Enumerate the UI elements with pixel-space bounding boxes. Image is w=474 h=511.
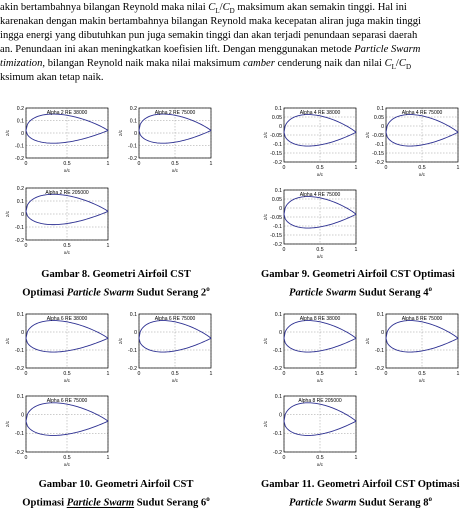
x-tick-label: 1 <box>354 165 358 171</box>
fig9-plot-3 <box>262 182 362 264</box>
y-tick-label: 0 <box>279 205 282 212</box>
plot-title: Alpha 2 RE 205000 <box>45 190 89 196</box>
y-axis-label: z/c <box>264 337 269 345</box>
y-axis-label: z/c <box>264 420 269 428</box>
fig10-caption-line2: Optimasi Particle Swarm Sudut Serang 6$^o$ <box>22 495 210 509</box>
y-axis-label: z/c <box>6 420 11 428</box>
x-tick-label: 1 <box>106 243 110 249</box>
x-tick-label: 0 <box>24 243 28 249</box>
paragraph-line-3: ingga energi yang dibutuhkan pun juga semakin tinggi dan akan terjadi penundaan separasi daerah <box>0 30 418 41</box>
paragraph-line-1: akin bertambahnya bilangan Reynold maka nilai $C_L/C_D$ maksimum akan semakin tinggi. Hal ini <box>0 2 407 16</box>
y-tick-label: -0.05 <box>270 132 282 139</box>
fig9-caption-line1: Gambar 9. Geometri Airfoil CST Optimasi <box>261 269 455 280</box>
x-tick-label: 0 <box>282 165 286 171</box>
x-tick-label: 0.5 <box>63 371 71 377</box>
fig8-plot-2 <box>117 100 217 178</box>
y-tick-label: -0.1 <box>128 347 137 354</box>
y-tick-label: -0.2 <box>273 365 282 372</box>
plot-title: Alpha 6 RE 38000 <box>46 316 88 322</box>
y-tick-label: -0.1 <box>375 347 384 354</box>
plot-title: Alpha 6 RE 75000 <box>154 316 196 322</box>
y-tick-label: 0.2 <box>16 185 24 192</box>
fig8-plot-1 <box>4 100 114 178</box>
y-tick-label: -0.05 <box>372 132 384 139</box>
fig10-plot-2 <box>117 306 217 388</box>
x-axis-label: x/c <box>63 251 71 256</box>
x-tick-label: 0.5 <box>63 455 71 461</box>
x-tick-label: 0.5 <box>418 371 426 377</box>
y-tick-label: 0.1 <box>16 393 24 400</box>
y-tick-label: 0 <box>279 412 282 419</box>
y-axis-label: z/c <box>6 210 11 218</box>
paragraph-line-2: karenakan dengan makin bertambahnya bilangan Reynold maka kecepatan aliran juga makin tinggi <box>0 16 421 27</box>
x-tick-label: 0 <box>137 161 141 167</box>
y-tick-label: -0.1 <box>375 141 384 148</box>
x-axis-label: x/c <box>316 463 324 468</box>
fig10-plot-1 <box>4 306 114 388</box>
plot-title: Alpha 8 RE 205000 <box>298 398 342 404</box>
y-tick-label: 0 <box>279 123 282 130</box>
paragraph-line-6: ksimum akan tetap naik. <box>0 72 104 83</box>
x-tick-label: 0.5 <box>63 161 71 167</box>
y-tick-label: 0 <box>134 329 137 336</box>
fig9-caption <box>256 268 474 301</box>
fig9-plot-1 <box>262 100 362 182</box>
airfoil-curve <box>26 403 108 436</box>
x-axis-label: x/c <box>171 379 179 384</box>
y-tick-label: -0.2 <box>15 449 24 456</box>
y-tick-label: 0.2 <box>129 105 137 112</box>
x-tick-label: 1 <box>354 247 358 253</box>
fig9-plot-2 <box>364 100 464 182</box>
x-tick-label: 0.5 <box>316 371 324 377</box>
y-tick-label: 0 <box>134 130 137 137</box>
x-tick-label: 1 <box>209 161 213 167</box>
x-axis-label: x/c <box>63 463 71 468</box>
y-tick-label: 0.1 <box>129 118 137 125</box>
y-axis-label: z/c <box>366 131 371 139</box>
y-tick-label: 0 <box>279 329 282 336</box>
x-axis-label: x/c <box>316 379 324 384</box>
fig8-plot-3 <box>4 180 114 260</box>
x-axis-label: x/c <box>418 379 426 384</box>
y-tick-label: 0.1 <box>274 311 282 318</box>
y-tick-label: 0.1 <box>376 105 384 112</box>
y-axis-label: z/c <box>6 129 11 137</box>
y-tick-label: 0 <box>21 412 24 419</box>
fig11-caption-line1: Gambar 11. Geometri Airfoil CST Optimasi <box>261 479 460 490</box>
y-tick-label: -0.05 <box>270 214 282 221</box>
y-axis-label: z/c <box>366 337 371 345</box>
x-axis-label: x/c <box>63 169 71 174</box>
y-tick-label: 0.05 <box>271 196 282 203</box>
plot-title: Alpha 4 RE 75000 <box>401 110 443 116</box>
x-tick-label: 0 <box>137 371 141 377</box>
fig11-caption-line2: Particle Swarm Sudut Serang 8$^o$ <box>289 495 433 509</box>
x-tick-label: 0.5 <box>171 371 179 377</box>
y-axis-label: z/c <box>6 337 11 345</box>
y-tick-label: -0.1 <box>273 141 282 148</box>
y-tick-label: 0.1 <box>16 311 24 318</box>
y-tick-label: -0.2 <box>128 365 137 372</box>
x-tick-label: 0.5 <box>316 165 324 171</box>
x-tick-label: 0 <box>24 371 28 377</box>
y-tick-label: -0.2 <box>15 237 24 244</box>
x-axis-label: x/c <box>418 173 426 178</box>
y-axis-label: z/c <box>119 337 124 345</box>
y-tick-label: -0.2 <box>273 449 282 456</box>
y-tick-label: -0.1 <box>128 143 137 150</box>
x-axis-label: x/c <box>316 255 324 260</box>
y-tick-label: -0.2 <box>15 155 24 162</box>
y-tick-label: -0.2 <box>375 365 384 372</box>
fig11-caption <box>256 478 474 511</box>
x-axis-label: x/c <box>316 173 324 178</box>
x-tick-label: 0.5 <box>171 161 179 167</box>
x-tick-label: 0 <box>384 165 388 171</box>
plot-title: Alpha 8 RE 38000 <box>299 316 341 322</box>
y-tick-label: 0.1 <box>274 187 282 194</box>
x-tick-label: 0.5 <box>418 165 426 171</box>
x-tick-label: 0 <box>24 161 28 167</box>
x-tick-label: 0.5 <box>316 455 324 461</box>
y-tick-label: 0.1 <box>16 118 24 125</box>
plot-title: Alpha 2 RE 75000 <box>154 110 196 116</box>
x-tick-label: 0 <box>282 455 286 461</box>
x-tick-label: 1 <box>106 161 110 167</box>
x-axis-label: x/c <box>171 169 179 174</box>
paragraph-line-4: an. Penundaan ini akan meningkatkan koefisien lift. Dengan menggunakan metode Particle Swarm <box>0 44 421 55</box>
y-tick-label: -0.1 <box>273 347 282 354</box>
plot-title: Alpha 8 RE 75000 <box>401 316 443 322</box>
x-tick-label: 0 <box>384 371 388 377</box>
fig10-caption-line1: Gambar 10. Geometri Airfoil CST <box>38 479 194 490</box>
y-tick-label: -0.1 <box>15 143 24 150</box>
y-tick-label: -0.2 <box>128 155 137 162</box>
y-tick-label: -0.1 <box>273 223 282 230</box>
y-axis-label: z/c <box>119 129 124 137</box>
y-tick-label: 0.05 <box>271 114 282 121</box>
fig11-plot-3 <box>262 388 362 472</box>
x-tick-label: 1 <box>106 455 110 461</box>
y-tick-label: 0 <box>21 130 24 137</box>
x-tick-label: 0.5 <box>316 247 324 253</box>
fig8-caption <box>6 268 226 301</box>
y-tick-label: 0.1 <box>16 198 24 205</box>
fig11-plot-2 <box>364 306 464 388</box>
y-tick-label: -0.1 <box>15 224 24 231</box>
y-tick-label: -0.2 <box>273 159 282 166</box>
x-tick-label: 1 <box>209 371 213 377</box>
y-tick-label: -0.15 <box>270 232 282 239</box>
plot-title: Alpha 4 RE 75000 <box>299 192 341 198</box>
y-tick-label: -0.1 <box>15 347 24 354</box>
fig10-plot-3 <box>4 388 114 472</box>
y-tick-label: -0.15 <box>270 150 282 157</box>
x-tick-label: 1 <box>456 371 460 377</box>
y-tick-label: -0.15 <box>372 150 384 157</box>
x-tick-label: 1 <box>354 371 358 377</box>
x-tick-label: 1 <box>106 371 110 377</box>
fig8-caption-line1: Gambar 8. Geometri Airfoil CST <box>41 269 191 280</box>
y-tick-label: 0.2 <box>16 105 24 112</box>
paragraph-line-5: timization, bilangan Reynold naik maka nilai maksimum camber cenderung naik dan nilai $C_L/C_D$ <box>0 58 412 72</box>
y-tick-label: -0.2 <box>15 365 24 372</box>
y-tick-label: 0.05 <box>373 114 384 121</box>
y-tick-label: 0 <box>381 329 384 336</box>
plot-title: Alpha 2 RE 38000 <box>46 110 88 116</box>
y-axis-label: z/c <box>264 213 269 221</box>
x-tick-label: 0 <box>24 455 28 461</box>
plot-title: Alpha 4 RE 38000 <box>299 110 341 116</box>
y-tick-label: 0.1 <box>376 311 384 318</box>
y-tick-label: -0.2 <box>273 241 282 248</box>
y-tick-label: 0.1 <box>274 105 282 112</box>
y-axis-label: z/c <box>264 131 269 139</box>
y-tick-label: 0.1 <box>129 311 137 318</box>
fig9-caption-line2: Particle Swarm Sudut Serang 4$^o$ <box>289 285 433 299</box>
fig11-plot-1 <box>262 306 362 388</box>
x-tick-label: 1 <box>456 165 460 171</box>
airfoil-curve <box>284 403 356 436</box>
fig10-caption <box>6 478 226 511</box>
y-tick-label: 0 <box>21 211 24 218</box>
x-tick-label: 0 <box>282 247 286 253</box>
y-tick-label: -0.2 <box>375 159 384 166</box>
plot-title: Alpha 6 RE 75000 <box>46 398 88 404</box>
y-tick-label: -0.1 <box>273 431 282 438</box>
fig8-caption-line2: Optimasi Particle Swarm Sudut Serang 2$^o$ <box>22 285 210 299</box>
x-tick-label: 1 <box>354 455 358 461</box>
y-tick-label: 0 <box>381 123 384 130</box>
y-tick-label: 0 <box>21 329 24 336</box>
x-tick-label: 0 <box>282 371 286 377</box>
y-tick-label: -0.1 <box>15 431 24 438</box>
y-tick-label: 0.1 <box>274 393 282 400</box>
x-axis-label: x/c <box>63 379 71 384</box>
x-tick-label: 0.5 <box>63 243 71 249</box>
